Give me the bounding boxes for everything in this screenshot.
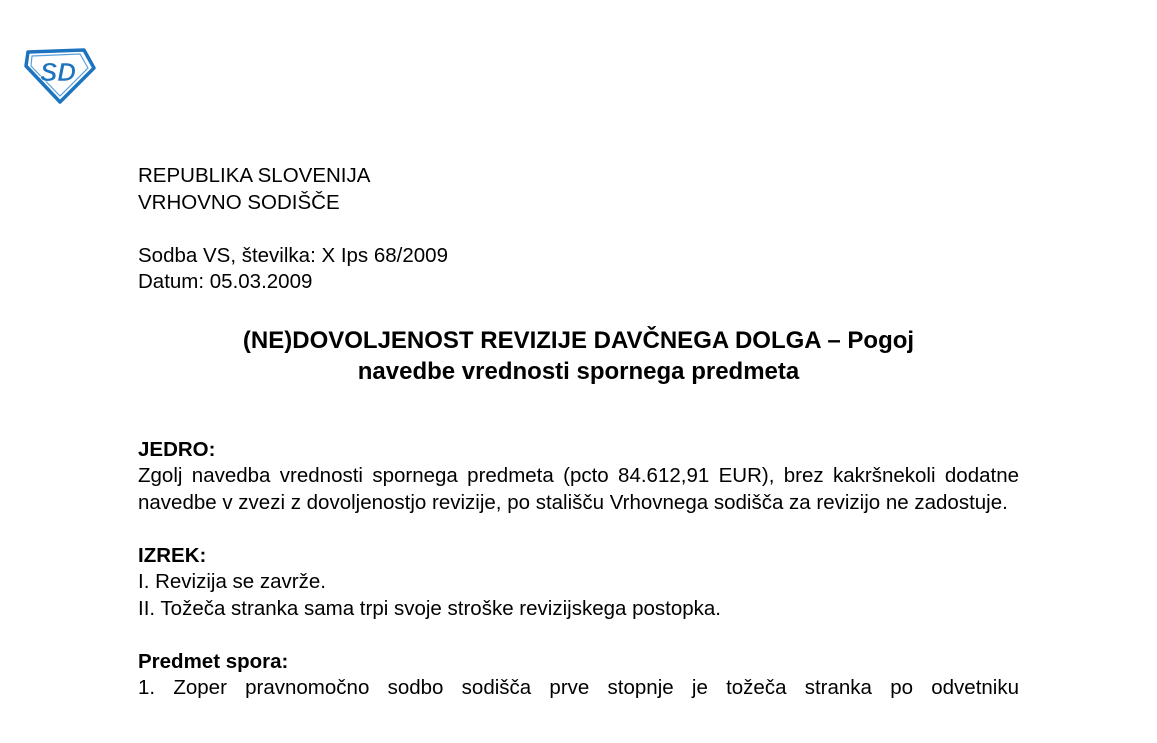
court-name: VRHOVNO SODIŠČE: [138, 190, 340, 214]
section-predmet-spora: [138, 649, 1019, 702]
section-jedro: [138, 437, 1019, 517]
predmet-spora-text: 1. Zoper pravnomočno sodbo sodišča prve stopnje je tožeča stranka po odvetniku: [138, 676, 1019, 699]
izrek-item-1: I. Revizija se zavrže.: [138, 570, 326, 593]
case-number: Sodba VS, številka: X Ips 68/2009: [138, 243, 448, 267]
country-name: REPUBLIKA SLOVENIJA: [138, 164, 371, 187]
izrek-heading: IZREK:: [138, 543, 207, 567]
logo-letters: SD: [39, 57, 77, 87]
case-info: [138, 243, 1019, 296]
shield-logo-icon: [22, 46, 96, 104]
jedro-heading: JEDRO:: [138, 437, 216, 461]
jedro-text: Zgolj navedba vrednosti spornega predmeta (pcto 84.612,91 EUR), brez kakršnekoli dodatne navedbe v zvezi z dovoljenostjo revizije, po stališču Vrhovnega sodišča za revizijo ne zadostuje.: [138, 464, 1019, 514]
document-header: [138, 163, 1019, 216]
izrek-item-2: II. Tožeča stranka sama trpi svoje stroške revizijskega postopka.: [138, 596, 721, 620]
document-body: [138, 163, 1019, 702]
section-izrek: [138, 543, 1019, 623]
case-date: Datum: 05.03.2009: [138, 270, 313, 293]
document-title: [138, 325, 1019, 387]
title-line-1: (NE)DOVOLJENOST REVIZIJE DAVČNEGA DOLGA – Pogoj: [242, 326, 915, 354]
title-line-2: navedbe vrednosti spornega predmeta: [357, 357, 800, 385]
court-logo: [22, 46, 96, 104]
predmet-spora-heading: Predmet spora:: [138, 649, 289, 673]
